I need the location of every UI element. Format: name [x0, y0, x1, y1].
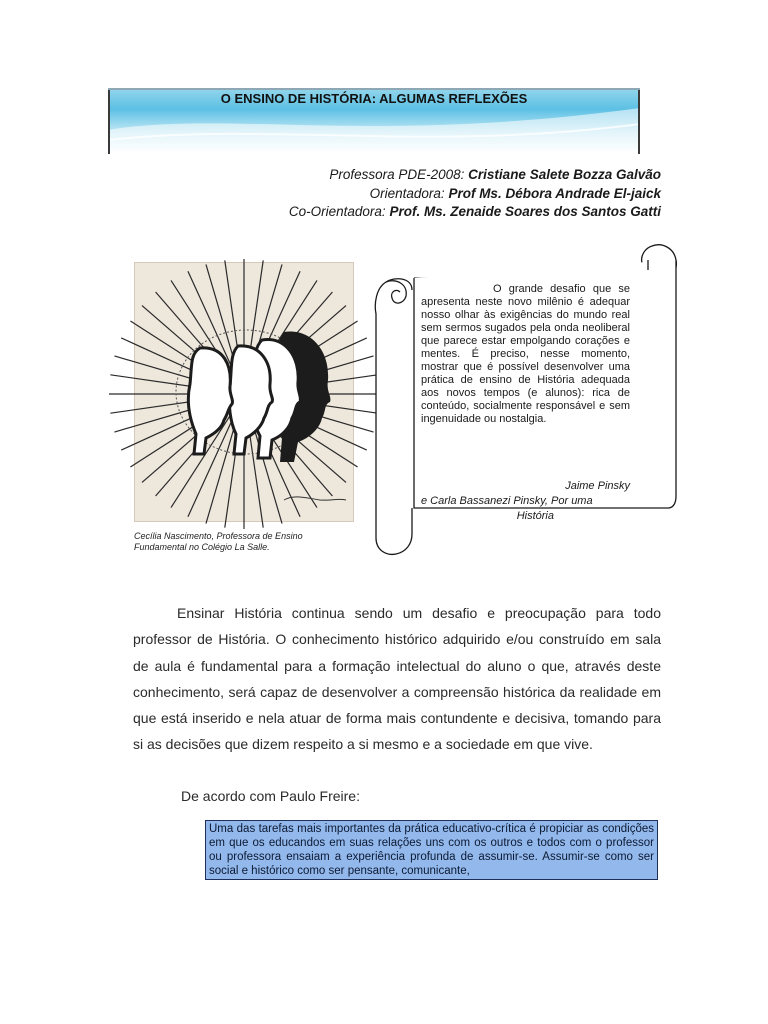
freire-blockquote	[205, 820, 658, 880]
figure-caption	[134, 531, 364, 553]
credit-professora-name: Cristiane Salete Bozza Galvão	[468, 167, 661, 182]
quote-body: apresenta neste novo milênio é adequar nosso olhar às exigências do mundo real sem sermos sugados pela onda neoliberal que parece estar empolgando corações e mentes. É preciso, nesse momento, mostrar que é possível desenvolver uma prática de ensino de História adequada aos novos tempos (e alunos): rica de conteúdo, socialmente responsável e sem ingenuidade ou nostalgia.	[421, 296, 630, 425]
credit-professora	[289, 166, 661, 185]
credit-orientadora-name: Prof Ms. Débora Andrade El-jaick	[448, 185, 661, 201]
scroll-quote-text	[421, 283, 630, 426]
figure-caption-line: Fundamental no Colégio La Salle.	[134, 542, 270, 552]
credit-orientadora	[289, 185, 661, 204]
quote-author-line: Jaime Pinsky	[565, 480, 630, 492]
title-banner	[108, 88, 640, 154]
freire-blockquote-text: Uma das tarefas mais importantes da prática educativo-crítica é propiciar as condições em que os educandos em suas relações uns com os outros e todos com o professor ou professora ensaiam a experiência profunda de assumir-se. Assumir-se como ser social e histórico como ser pensante, comunicante,	[209, 823, 654, 877]
credit-coorientadora-name: Prof. Ms. Zenaide Soares dos Santos Gatti	[389, 204, 661, 219]
author-credits	[289, 166, 661, 222]
credit-coorientadora-label: Co-Orientadora:	[288, 204, 386, 219]
body-paragraph-freire: De acordo com Paulo Freire:	[181, 788, 360, 804]
body-paragraph	[133, 600, 661, 758]
quote-attribution	[421, 479, 630, 522]
credit-coorientadora	[289, 203, 661, 222]
quote-author-line: e Carla Bassanezi Pinsky, Por uma	[421, 495, 593, 507]
faces-artwork-image	[134, 262, 354, 522]
credit-orientadora-label: Orientadora:	[369, 185, 445, 201]
page-title: O ENSINO DE HISTÓRIA: ALGUMAS REFLEXÕES	[220, 91, 528, 106]
quote-author-line: História	[516, 510, 554, 522]
credit-professora-label: Professora PDE-2008:	[329, 167, 465, 182]
quote-first-line: O grande desafio que se	[493, 283, 630, 295]
artist-signature	[284, 497, 346, 500]
figure-caption-line: Cecília Nascimento, Professora de Ensino	[134, 531, 303, 541]
body-paragraph-text: Ensinar História continua sendo um desafio e preocupação para todo professor de História. O conhecimento histórico adquirido e/ou construído em sala de aula é fundamental para a formação intelectual do aluno o que, através deste conhecimento, será capaz de desenvolver a compreensão histórica da realidade em que está inserido e nela atuar de forma mais contundente e decisiva, tomando para si as decisões que dizem respeito a si mesmo e a sociedade em que vive.	[133, 605, 661, 753]
faces-artwork-drawing	[134, 262, 354, 522]
